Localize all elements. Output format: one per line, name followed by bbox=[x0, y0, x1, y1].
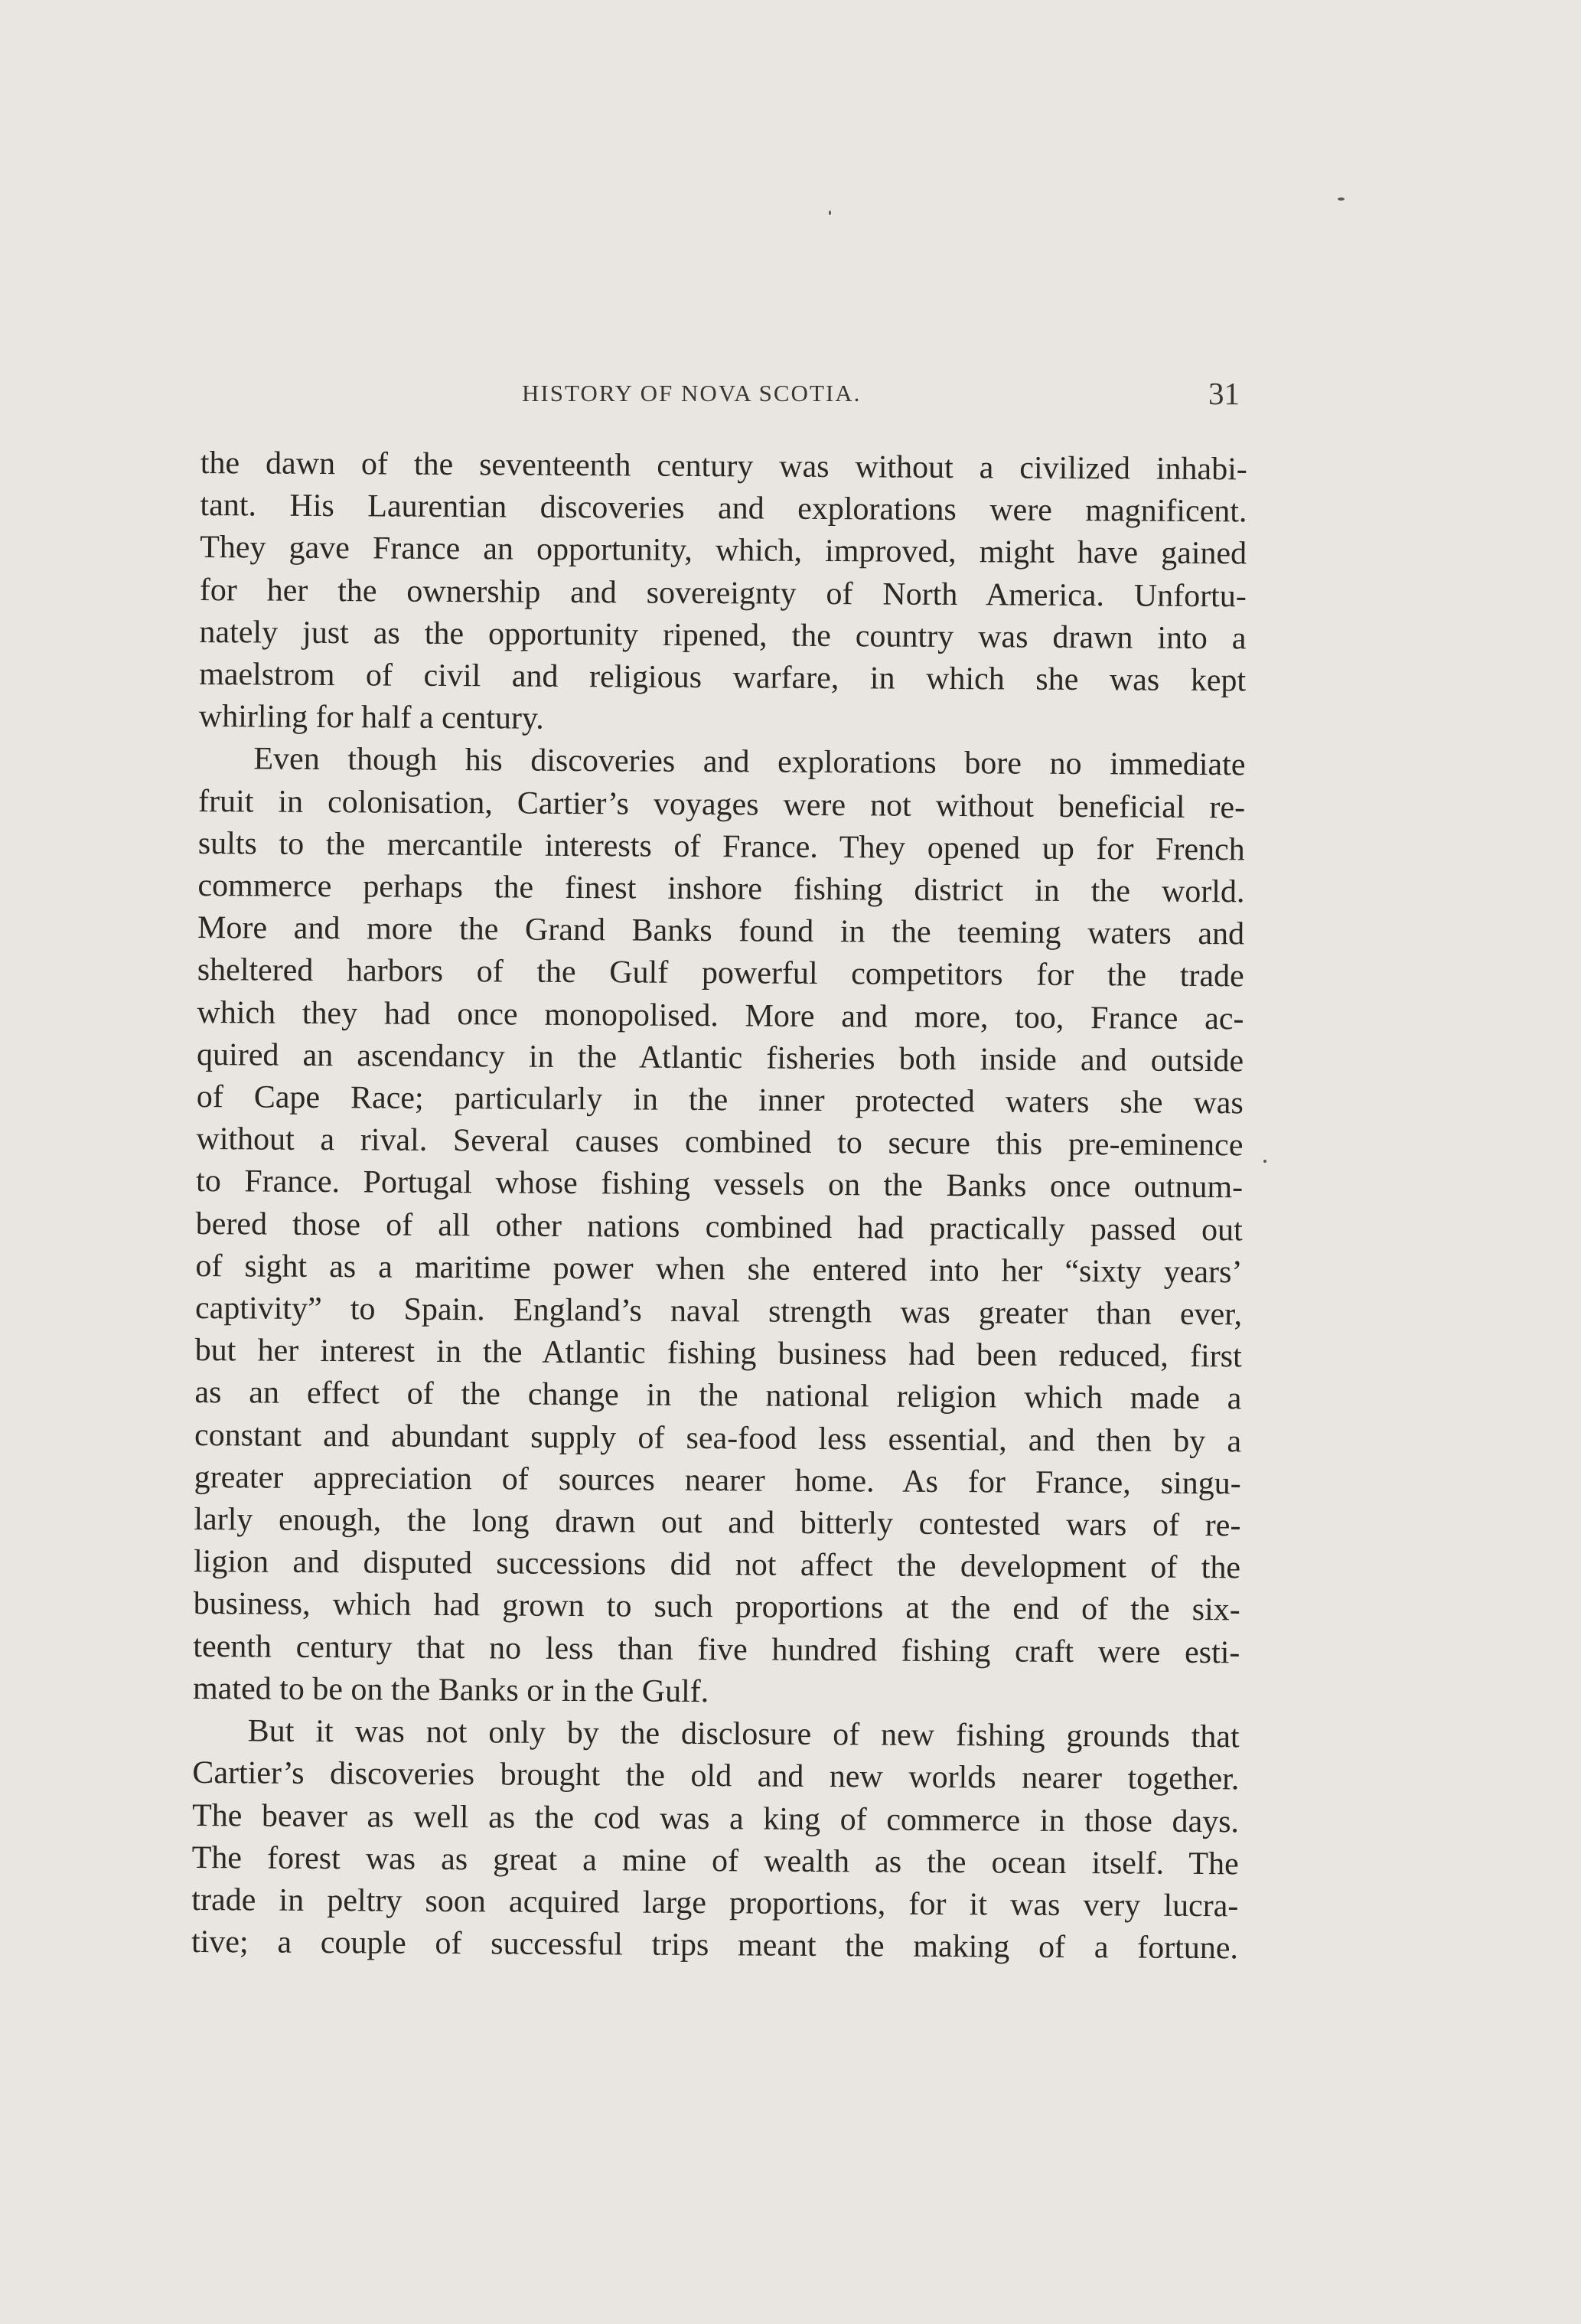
text-line: sults to the mercantile interests of France. They opened up for French bbox=[197, 825, 1245, 868]
text-line: trade in peltry soon acquired large proportions, for it was very lucra- bbox=[191, 1882, 1239, 1924]
text-line: the dawn of the seventeenth century was without a civilized inhabi- bbox=[200, 445, 1247, 488]
text-line: tive; a couple of successful trips meant the making of a fortune. bbox=[191, 1924, 1239, 1967]
text-line: captivity” to Spain. England’s naval strength was greater than ever, bbox=[194, 1291, 1243, 1333]
text-line: The beaver as well as the cod was a king of commerce in those days. bbox=[191, 1797, 1240, 1839]
page-number: 31 bbox=[1208, 376, 1240, 411]
text-line: of Cape Race; particularly in the inner protected waters she was bbox=[196, 1079, 1244, 1121]
text-line: quired an ascendancy in the Atlantic fisheries both inside and outside bbox=[196, 1036, 1244, 1079]
paper-speck bbox=[1338, 197, 1345, 201]
text-line: tant. His Laurentian discoveries and explorations were magnificent. bbox=[200, 488, 1247, 530]
text-line: Cartier’s discoveries brought the old and new worlds nearer together. bbox=[192, 1755, 1240, 1797]
text-line: for her the ownership and sovereignty of North America. Unfortu- bbox=[199, 572, 1247, 614]
paragraph-3 bbox=[191, 1710, 1240, 1970]
text-line: without a rival. Several causes combined to secure this pre-eminence bbox=[196, 1121, 1244, 1164]
body-text bbox=[191, 442, 1247, 1970]
paper-speck bbox=[829, 211, 831, 215]
text-line: to France. Portugal whose fishing vessels on the Banks once outnum- bbox=[195, 1164, 1244, 1206]
text-line: constant and abundant supply of sea-food less essential, and then by a bbox=[194, 1417, 1242, 1460]
text-line: but her interest in the Atlantic fishing business had been reduced, first bbox=[194, 1333, 1242, 1375]
text-line: mated to be on the Banks or in the Gulf. bbox=[192, 1670, 709, 1709]
paragraph-2 bbox=[193, 738, 1246, 1716]
text-line: But it was not only by the disclosure of new fishing grounds that bbox=[247, 1713, 1240, 1755]
text-line: Even though his discoveries and explorations bore no immediate bbox=[253, 741, 1246, 783]
paper-speck bbox=[1263, 1160, 1266, 1163]
text-line: commerce perhaps the finest inshore fishing district in the world. bbox=[197, 868, 1245, 910]
text-line: nately just as the opportunity ripened, the country was drawn into a bbox=[199, 614, 1247, 657]
text-line: They gave France an opportunity, which, improved, might have gained bbox=[200, 530, 1247, 572]
text-line: teenth century that no less than five hundred fishing craft were esti- bbox=[193, 1628, 1240, 1671]
text-line: of sight as a maritime power when she entered into her “sixty years’ bbox=[195, 1248, 1243, 1291]
text-line: maelstrom of civil and religious warfare, in which she was kept bbox=[199, 657, 1247, 699]
text-line: which they had once monopolised. More and more, too, France ac- bbox=[197, 994, 1244, 1036]
text-line: whirling for half a century. bbox=[198, 699, 544, 736]
text-line: bered those of all other nations combined had practically passed out bbox=[195, 1206, 1243, 1248]
text-line: sheltered harbors of the Gulf powerful competitors for the trade bbox=[197, 952, 1244, 994]
text-line: as an effect of the change in the national religion which made a bbox=[194, 1375, 1242, 1417]
text-line: greater appreciation of sources nearer home. As for France, singu- bbox=[194, 1459, 1241, 1502]
text-line: ligion and disputed successions did not affect the development of the bbox=[193, 1544, 1241, 1586]
text-line: More and more the Grand Banks found in the teeming waters and bbox=[197, 910, 1245, 952]
text-line: fruit in colonisation, Cartier’s voyages were not without beneficial re- bbox=[197, 783, 1246, 825]
running-title: HISTORY OF NOVA SCOTIA. bbox=[522, 380, 862, 406]
text-line: business, which had grown to such proportions at the end of the six- bbox=[193, 1586, 1240, 1628]
running-head bbox=[200, 377, 1263, 415]
paragraph-1 bbox=[199, 442, 1247, 745]
text-line: The forest was as great a mine of wealth as the ocean itself. The bbox=[191, 1839, 1239, 1882]
text-line: larly enough, the long drawn out and bitterly contested wars of re- bbox=[194, 1502, 1241, 1544]
